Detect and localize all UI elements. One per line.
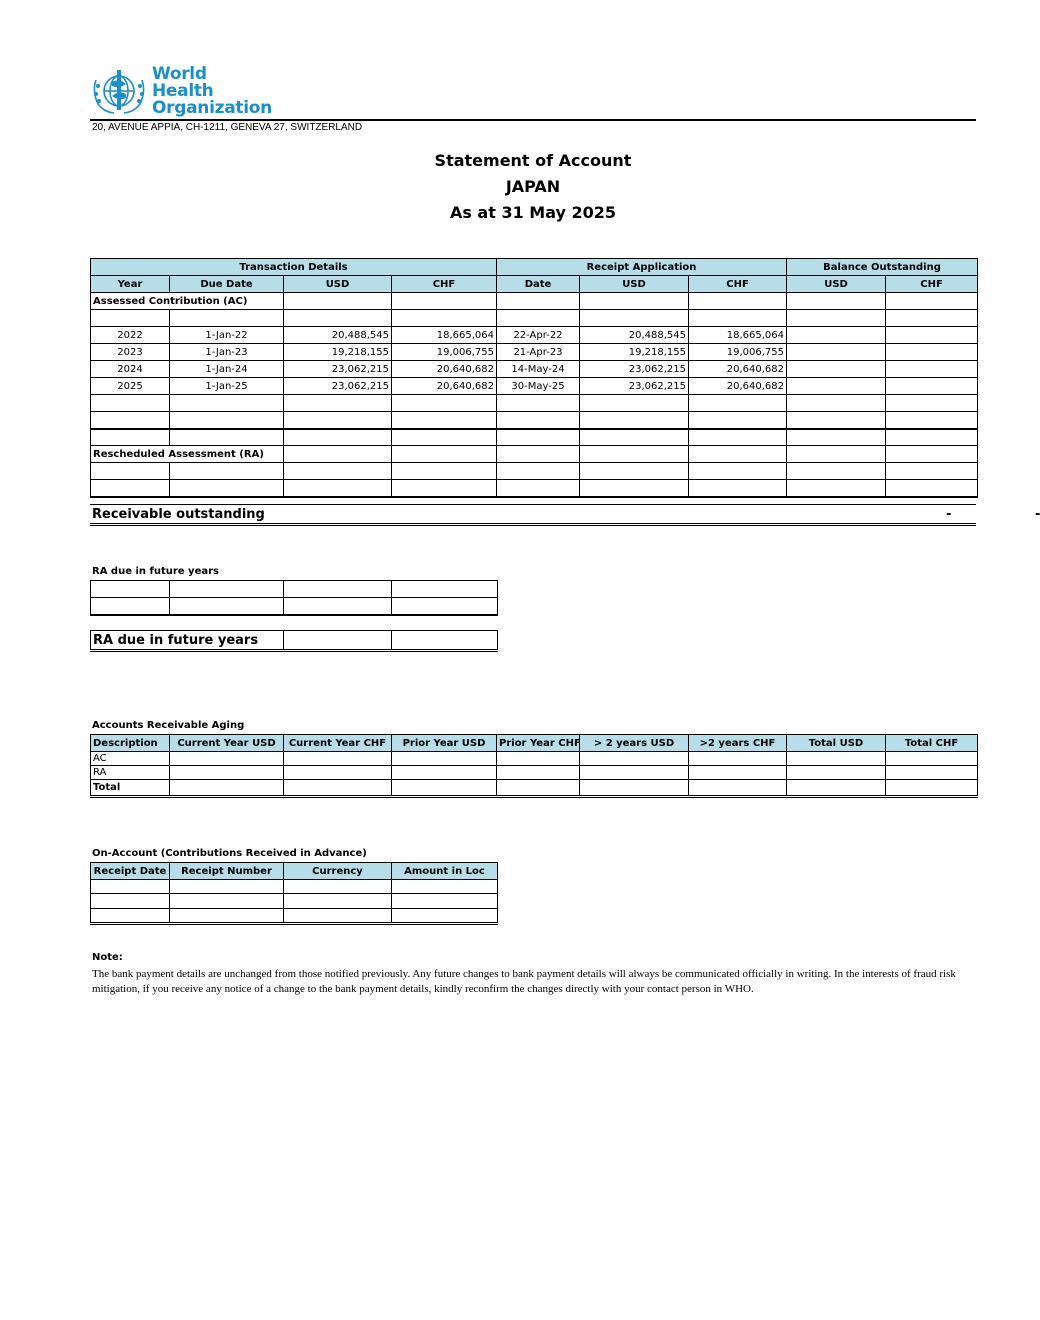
ra-future-table [90, 580, 498, 616]
section-label-ra: Rescheduled Assessment (RA) [91, 446, 284, 463]
table-row [91, 310, 978, 327]
group-transaction-details: Transaction Details [91, 259, 497, 276]
on-account-header-row [91, 863, 498, 880]
table-row [91, 598, 498, 615]
note-title: Note: [92, 952, 123, 963]
statement-title: Statement of Account [434, 151, 632, 170]
group-balance-outstanding: Balance Outstanding [787, 259, 978, 276]
table-row [91, 766, 978, 780]
table-row [91, 780, 978, 797]
who-logo [90, 63, 272, 118]
aging-col-total-chf: Total CHF [886, 735, 978, 752]
section-label-ac: Assessed Contribution (AC) [91, 293, 284, 310]
table-row [91, 880, 498, 894]
col-receipt-date: Date [497, 276, 580, 293]
logo-text-line1: World Health [152, 63, 214, 101]
aging-row-ra: RA [91, 766, 170, 780]
col-receipt-usd: USD [580, 276, 689, 293]
section-row-ra [91, 446, 978, 463]
aging-col-2y-chf: >2 years CHF [689, 735, 787, 752]
note-text: The bank payment details are unchanged from those notified previously. Any future changes to bank payment details will always be communicated officially in writing. In the interests of fraud risk mitigation, if you receive any notice of a change to the bank payment details, kindly reconfirm the changes directly with your contact person in WHO. [92, 968, 956, 995]
table-row [91, 480, 978, 497]
aging-col-prior-usd: Prior Year USD [392, 735, 497, 752]
on-account-col-amount: Amount in Loc [392, 863, 498, 880]
table-row [91, 752, 978, 766]
aging-col-current-chf: Current Year CHF [284, 735, 392, 752]
aging-col-current-usd: Current Year USD [170, 735, 284, 752]
on-account-col-receipt-number: Receipt Number [170, 863, 284, 880]
on-account-section-label: On-Account (Contributions Received in Advance) [92, 848, 367, 859]
member-state: JAPAN [505, 177, 561, 196]
statement-date: As at 31 May 2025 [449, 203, 617, 222]
group-header-row [91, 259, 978, 276]
table-row: 2025 1-Jan-25 23,062,215 20,640,682 30-May-25 23,062,215 20,640,682 [91, 378, 978, 395]
receivable-outstanding-usd: - [946, 507, 952, 522]
receivable-outstanding-label: Receivable outstanding [92, 507, 265, 522]
col-year: Year [91, 276, 170, 293]
ra-future-total-table [90, 630, 498, 652]
aging-col-prior-chf: Prior Year CHF [497, 735, 580, 752]
aging-table [90, 734, 978, 798]
table-row: 2022 1-Jan-22 20,488,545 18,665,064 22-Apr-22 20,488,545 18,665,064 [91, 327, 978, 344]
table-row [91, 581, 498, 598]
table-row [91, 894, 498, 909]
section-row-ac [91, 293, 978, 310]
on-account-table [90, 862, 498, 925]
receivable-outstanding-row [90, 504, 1040, 526]
receivable-outstanding-chf: - [1035, 507, 1040, 522]
group-receipt-application: Receipt Application [497, 259, 787, 276]
table-row [91, 463, 978, 480]
aging-col-2y-usd: > 2 years USD [580, 735, 689, 752]
aging-header-row [91, 735, 978, 752]
ra-future-section-label: RA due in future years [92, 566, 219, 577]
aging-col-description: Description [91, 735, 170, 752]
column-header-row [91, 276, 978, 293]
col-tx-chf: CHF [392, 276, 497, 293]
col-due-date: Due Date [170, 276, 284, 293]
statement-table [90, 258, 978, 498]
aging-col-total-usd: Total USD [787, 735, 886, 752]
table-row: 2023 1-Jan-23 19,218,155 19,006,755 21-Apr-23 19,218,155 19,006,755 [91, 344, 978, 361]
col-balance-chf: CHF [886, 276, 978, 293]
logo-text-line2: Organization [152, 97, 272, 118]
col-receipt-chf: CHF [689, 276, 787, 293]
on-account-col-currency: Currency [284, 863, 392, 880]
col-balance-usd: USD [787, 276, 886, 293]
on-account-col-receipt-date: Receipt Date [91, 863, 170, 880]
who-emblem-icon [90, 66, 148, 116]
aging-row-total: Total [91, 780, 170, 797]
aging-row-ac: AC [91, 752, 170, 766]
table-row [91, 412, 978, 429]
org-address: 20, AVENUE APPIA, CH-1211, GENEVA 27, SWITZERLAND [92, 122, 363, 133]
table-row: 2024 1-Jan-24 23,062,215 20,640,682 14-May-24 23,062,215 20,640,682 [91, 361, 978, 378]
ra-future-total-row [91, 631, 498, 651]
ra-future-total-label: RA due in future years [91, 631, 284, 651]
table-row [91, 395, 978, 412]
aging-section-label: Accounts Receivable Aging [92, 720, 245, 731]
table-row [91, 909, 498, 924]
col-tx-usd: USD [284, 276, 392, 293]
table-row [91, 429, 978, 446]
header-rule [90, 119, 976, 121]
